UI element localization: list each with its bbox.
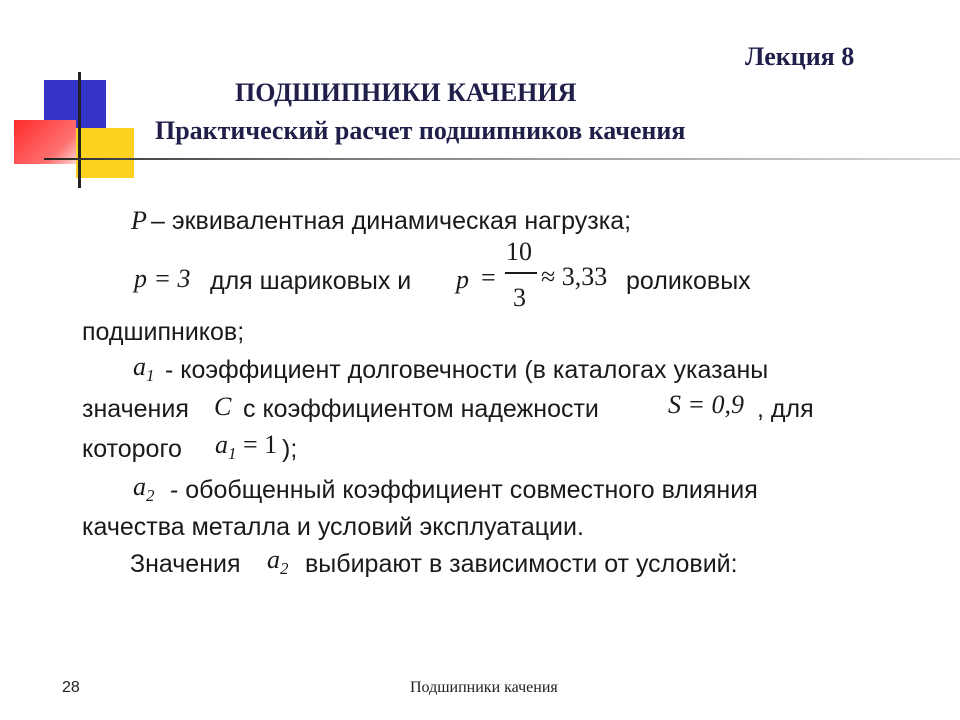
- line-7-text: - обобщенный коэффициент совместного влияния: [170, 476, 758, 504]
- line-9-text-b: выбирают в зависимости от условий:: [305, 550, 738, 578]
- fraction-bar: [505, 272, 537, 274]
- line-5-text-b: с коэффициентом надежности: [243, 395, 599, 423]
- header-divider: [44, 158, 960, 160]
- line-3-text: подшипников;: [82, 318, 245, 346]
- equals-sign: =: [481, 263, 496, 292]
- var-C: C: [214, 392, 232, 421]
- var-a2-b: $a_2$: [267, 545, 289, 578]
- line-6-text-a: которого: [82, 435, 182, 463]
- slide-title: ПОДШИПНИКИ КАЧЕНИЯ: [235, 78, 577, 107]
- var-P: P: [131, 206, 147, 235]
- line-8-text: качества металла и условий эксплуатации.: [82, 513, 584, 541]
- line-6-text-b: );: [282, 435, 298, 463]
- eq-p-3: p = 3: [134, 264, 191, 293]
- fraction-numerator: 10: [506, 237, 532, 266]
- approx-value: ≈ 3,33: [541, 262, 608, 291]
- line-1-text: – эквивалентная динамическая нагрузка;: [151, 207, 632, 235]
- var-a2: $a_2$: [133, 472, 155, 505]
- eq-one: = 1: [243, 430, 278, 459]
- line-9-text-a: Значения: [130, 550, 241, 578]
- slide-subtitle: Практический расчет подшипников качения: [155, 116, 686, 145]
- fraction-denominator: 3: [513, 283, 526, 312]
- decor-vertical-line: [78, 72, 81, 188]
- line-5-text-c: , для: [757, 395, 814, 423]
- var-a1-eq: $a_1$: [215, 430, 237, 463]
- var-a1: $a_1$: [133, 352, 155, 385]
- line-4-text: - коэффициент долговечности (в каталогах указаны: [165, 356, 769, 384]
- page-number: 28: [62, 679, 80, 696]
- line-5-text-a: значения: [82, 395, 189, 423]
- lecture-label: Лекция 8: [745, 42, 855, 71]
- decor-yellow-square: [76, 128, 134, 178]
- eq-S: S = 0,9: [668, 390, 745, 419]
- footer-title: Подшипники качения: [410, 679, 558, 696]
- var-p: p: [456, 265, 469, 294]
- line-2-text-b: роликовых: [626, 267, 751, 295]
- line-2-text-a: для шариковых и: [210, 267, 412, 295]
